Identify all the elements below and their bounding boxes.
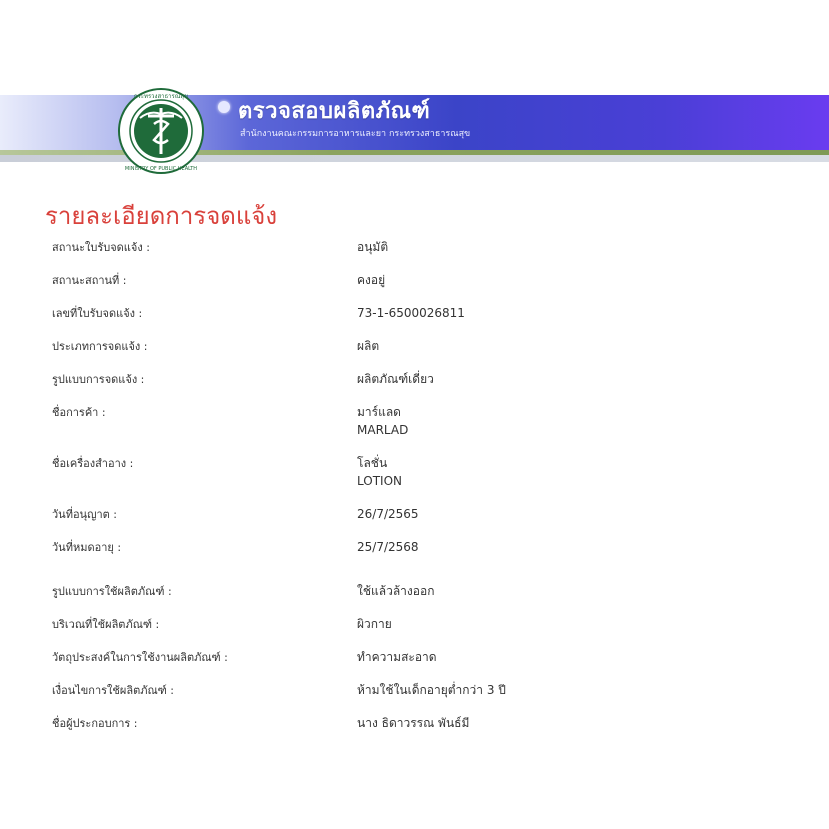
detail-value-line-1: โลชั่น xyxy=(357,456,388,470)
detail-label: บริเวณที่ใช้ผลิตภัณฑ์ : xyxy=(52,618,160,631)
detail-label: วันที่หมดอายุ : xyxy=(52,541,122,554)
detail-value: ห้ามใช้ในเด็กอายุต่ำกว่า 3 ปี xyxy=(357,683,506,697)
title-bullet-icon xyxy=(218,101,230,113)
logo-text-bottom: MINISTRY OF PUBLIC HEALTH xyxy=(124,166,198,172)
detail-label: ชื่อการค้า : xyxy=(52,406,106,419)
detail-value: ใช้แล้วล้างออก xyxy=(357,584,435,598)
detail-label: ชื่อเครื่องสำอาง : xyxy=(52,457,134,470)
detail-label: เลขที่ใบรับจดแจ้ง : xyxy=(52,307,143,320)
detail-value: 25/7/2568 xyxy=(357,540,419,554)
detail-value: ผลิต xyxy=(357,339,380,353)
detail-label: วัตถุประสงค์ในการใช้งานผลิตภัณฑ์ : xyxy=(52,651,228,664)
detail-value: อนุมัติ xyxy=(357,240,389,254)
detail-value: ผิวกาย xyxy=(357,617,392,631)
detail-label: ประเภทการจดแจ้ง : xyxy=(52,340,148,353)
detail-label: สถานะใบรับจดแจ้ง : xyxy=(52,241,150,254)
detail-label: รูปแบบการจดแจ้ง : xyxy=(52,373,145,386)
detail-value: 73-1-6500026811 xyxy=(357,306,465,320)
site-title[interactable]: ตรวจสอบผลิตภัณฑ์ xyxy=(238,99,431,124)
detail-label: วันที่อนุญาต : xyxy=(52,508,117,521)
ministry-logo[interactable] xyxy=(118,88,204,174)
detail-label: สถานะสถานที่ : xyxy=(52,274,127,287)
detail-value: ทำความสะอาด xyxy=(357,650,437,664)
logo-text-top: กระทรวงสาธารณสุข xyxy=(133,93,189,100)
detail-value-line-1: มาร์แลด xyxy=(357,405,401,419)
detail-label: ชื่อผู้ประกอบการ : xyxy=(52,717,138,730)
detail-value xyxy=(357,403,408,439)
detail-label: รูปแบบการใช้ผลิตภัณฑ์ : xyxy=(52,585,172,598)
detail-value: นาง ธิดาวรรณ พันธ์มี xyxy=(357,716,470,730)
site-subtitle: สำนักงานคณะกรรมการอาหารและยา กระทรวงสาธารณสุข xyxy=(240,129,471,139)
detail-label: เงื่อนไขการใช้ผลิตภัณฑ์ : xyxy=(52,684,175,697)
detail-value-line-2: LOTION xyxy=(357,474,402,488)
detail-value xyxy=(357,454,402,490)
page-title: รายละเอียดการจดแจ้ง xyxy=(45,202,278,230)
detail-value: คงอยู่ xyxy=(357,273,386,287)
detail-value-line-2: MARLAD xyxy=(357,423,409,437)
detail-value: 26/7/2565 xyxy=(357,507,419,521)
detail-value: ผลิตภัณฑ์เดี่ยว xyxy=(357,372,434,386)
